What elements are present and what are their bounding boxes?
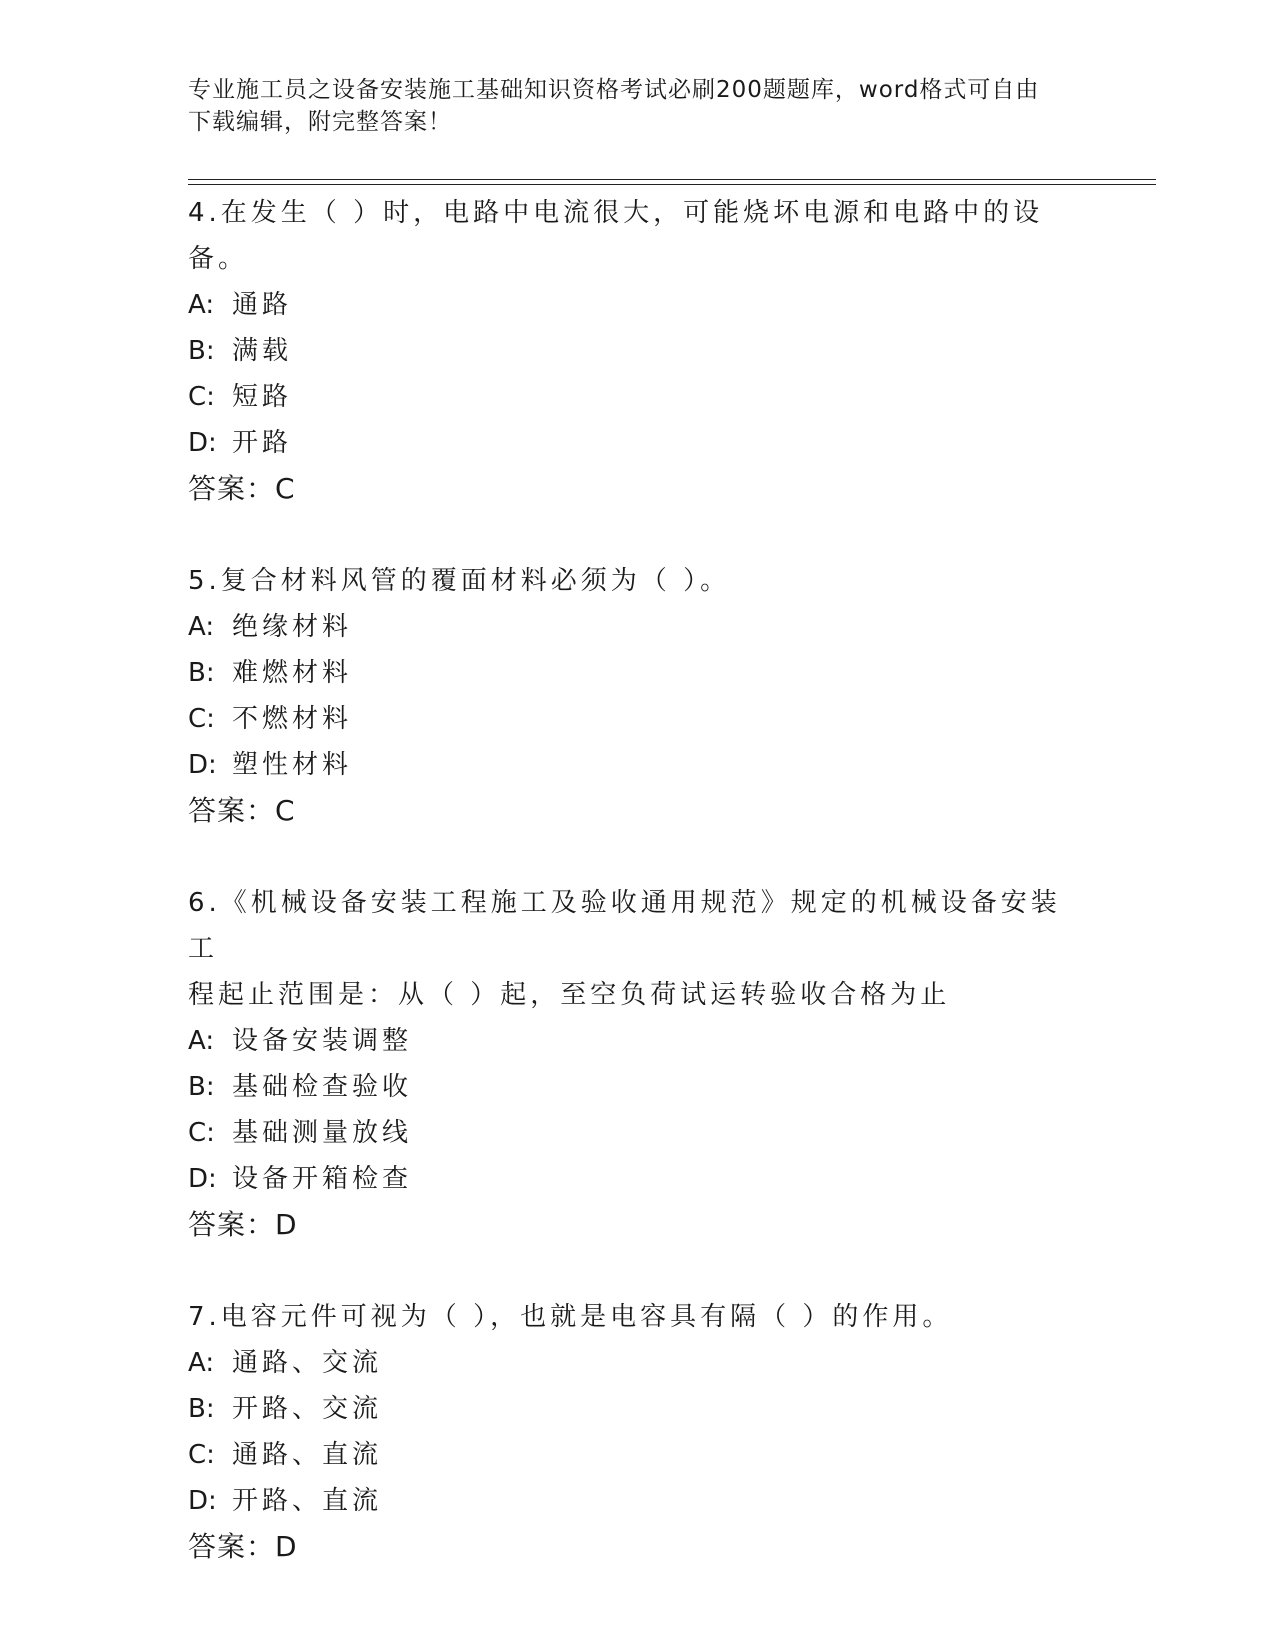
- answer: 答案：D: [188, 1208, 298, 1241]
- option-c: [188, 696, 1088, 742]
- option-key: B:: [188, 1072, 215, 1102]
- option-d: [188, 1156, 1088, 1202]
- option-text: 开路: [232, 428, 293, 458]
- option-a: [188, 604, 1088, 650]
- question-6: [188, 880, 1088, 1248]
- header-line-1: 专业施工员之设备安装施工基础知识资格考试必刷200题题库，word格式可自由: [188, 77, 1040, 103]
- option-b: [188, 650, 1088, 696]
- option-text: 开路、直流: [232, 1486, 383, 1516]
- option-key: C:: [188, 704, 215, 734]
- option-b: [188, 328, 1088, 374]
- header-divider-top: [188, 179, 1156, 180]
- option-key: D:: [188, 1486, 217, 1516]
- option-text: 通路: [232, 290, 293, 320]
- option-c: [188, 1110, 1088, 1156]
- option-key: D:: [188, 750, 217, 780]
- document-header: [188, 74, 1068, 138]
- question-stem: 4.在发生（ ）时，电路中电流很大，可能烧坏电源和电路中的设备。: [188, 198, 1044, 274]
- header-line-2: 下载编辑，附完整答案！: [188, 109, 452, 135]
- option-text: 难燃材料: [232, 658, 353, 688]
- question-list: [188, 190, 1088, 1616]
- option-key: B:: [188, 336, 215, 366]
- option-text: 基础测量放线: [232, 1118, 413, 1148]
- answer: 答案：C: [188, 472, 296, 505]
- option-c: [188, 1432, 1088, 1478]
- option-a: [188, 1340, 1088, 1386]
- option-key: B:: [188, 1394, 215, 1424]
- option-key: A:: [188, 1348, 215, 1378]
- option-text: 短路: [232, 382, 293, 412]
- option-key: A:: [188, 612, 215, 642]
- option-key: A:: [188, 1026, 215, 1056]
- option-text: 不燃材料: [232, 704, 353, 734]
- option-b: [188, 1064, 1088, 1110]
- option-d: [188, 420, 1088, 466]
- question-stem: 7.电容元件可视为（ ），也就是电容具有隔（ ）的作用。: [188, 1302, 953, 1332]
- option-a: [188, 282, 1088, 328]
- option-key: C:: [188, 382, 215, 412]
- question-4: [188, 190, 1088, 512]
- option-text: 塑性材料: [232, 750, 353, 780]
- answer: 答案：C: [188, 794, 296, 827]
- option-key: D:: [188, 1164, 217, 1194]
- option-text: 开路、交流: [232, 1394, 383, 1424]
- option-text: 基础检查验收: [232, 1072, 413, 1102]
- header-divider-bottom: [188, 184, 1156, 185]
- answer: 答案：D: [188, 1530, 298, 1563]
- option-key: A:: [188, 290, 215, 320]
- option-key: B:: [188, 658, 215, 688]
- option-text: 通路、交流: [232, 1348, 383, 1378]
- question-stem: 5.复合材料风管的覆面材料必须为（ ）。: [188, 566, 731, 596]
- option-d: [188, 1478, 1088, 1524]
- option-text: 绝缘材料: [232, 612, 353, 642]
- option-c: [188, 374, 1088, 420]
- option-key: C:: [188, 1118, 215, 1148]
- question-stem-continued: 程起止范围是：从（ ）起，至空负荷试运转验收合格为止: [188, 980, 951, 1010]
- option-key: D:: [188, 428, 217, 458]
- option-a: [188, 1018, 1088, 1064]
- option-b: [188, 1386, 1088, 1432]
- option-text: 设备开箱检查: [232, 1164, 413, 1194]
- question-stem: 6.《机械设备安装工程施工及验收通用规范》规定的机械设备安装工: [188, 888, 1061, 964]
- option-key: C:: [188, 1440, 215, 1470]
- question-7: [188, 1294, 1088, 1570]
- option-text: 设备安装调整: [232, 1026, 413, 1056]
- option-d: [188, 742, 1088, 788]
- question-5: [188, 558, 1088, 834]
- option-text: 通路、直流: [232, 1440, 383, 1470]
- option-text: 满载: [232, 336, 293, 366]
